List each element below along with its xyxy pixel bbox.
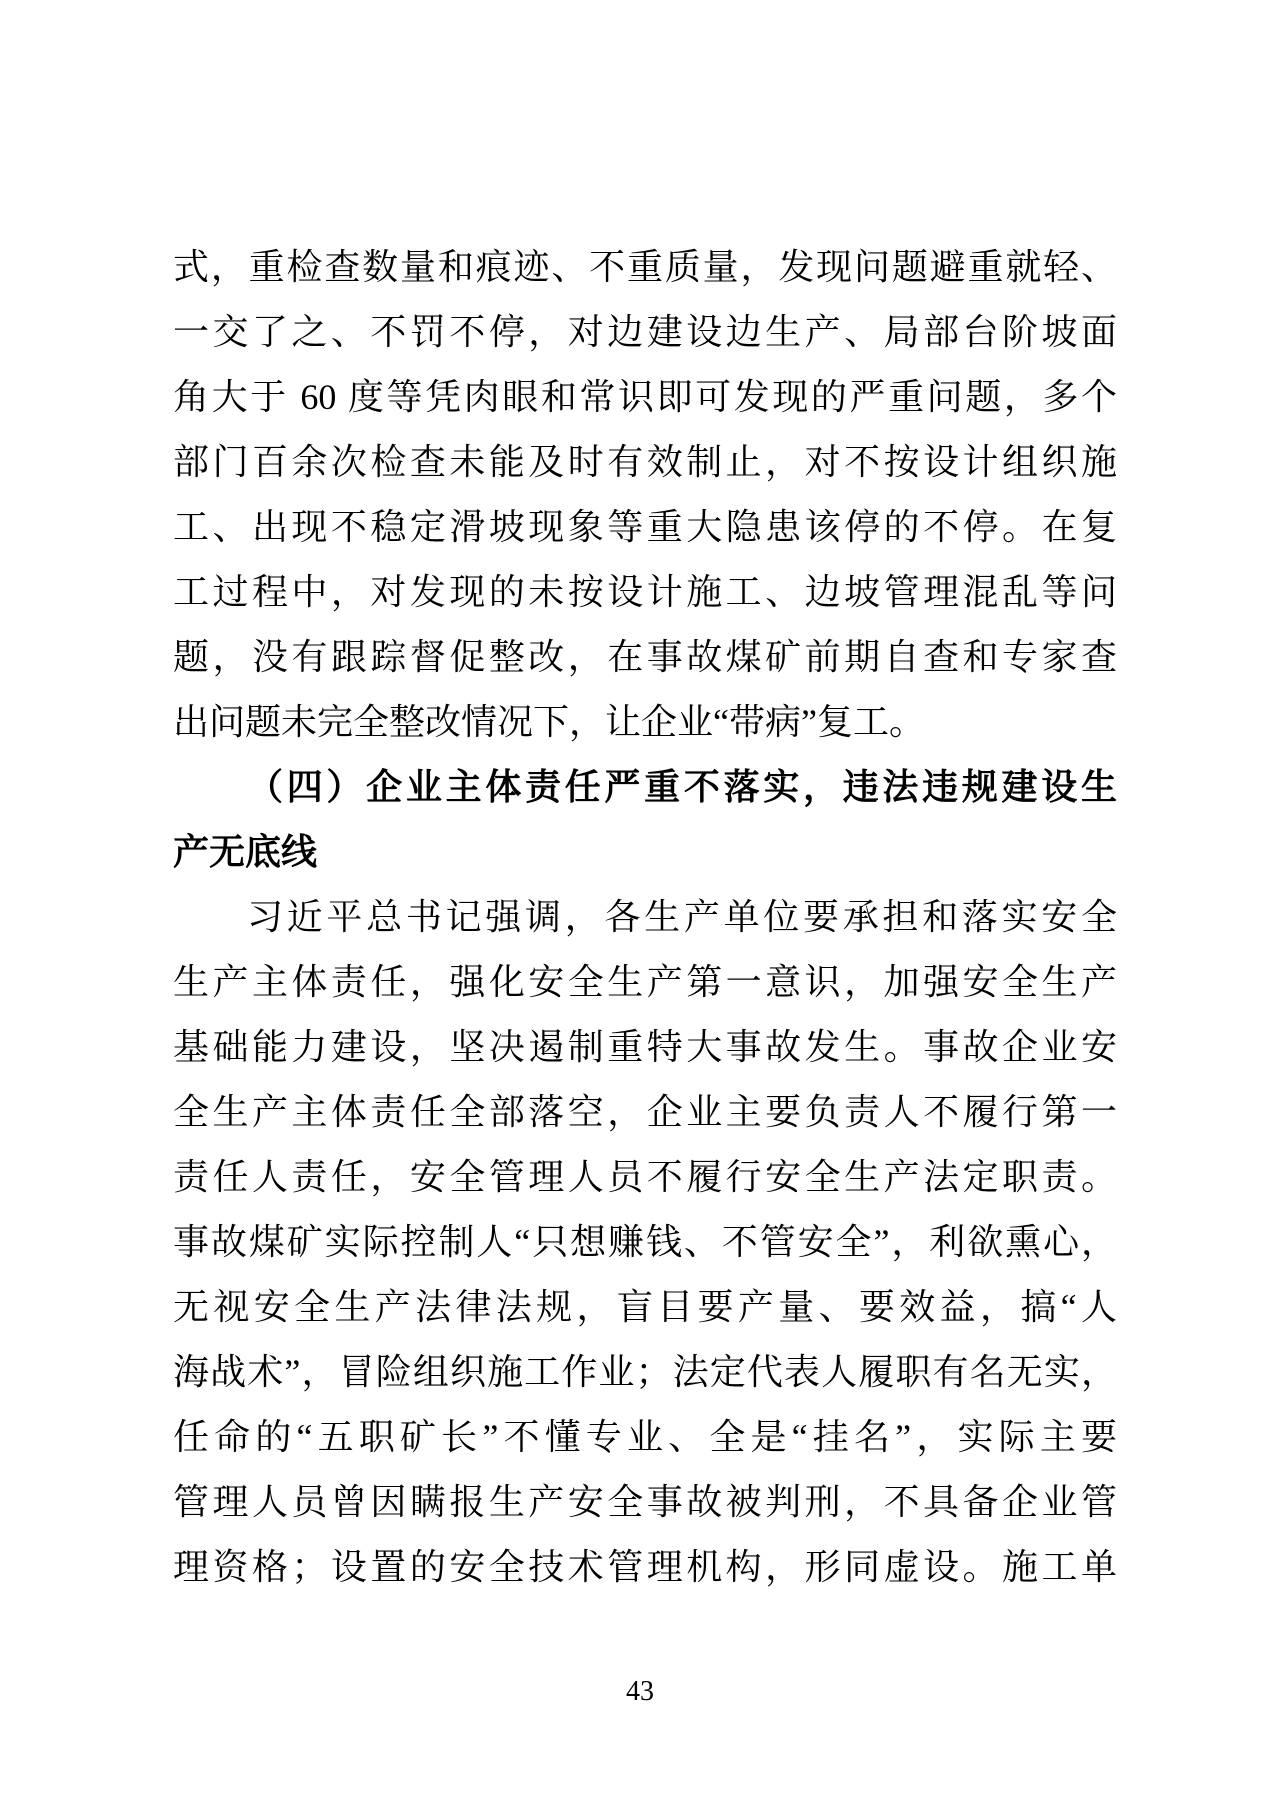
- text-line: 管理人员曾因瞒报生产安全事故被判刑，不具备企业管: [173, 1482, 1117, 1522]
- text-line: 海战术”，冒险组织施工作业；法定代表人履职有名无实，: [173, 1352, 1117, 1392]
- section-heading-line: （四）企业主体责任严重不落实，违法违规建设生: [247, 767, 1117, 807]
- text-line: 一交了之、不罚不停，对边建设边生产、局部台阶坡面: [173, 312, 1117, 352]
- section-heading-line: 产无底线: [173, 832, 318, 872]
- text-line: 题，没有跟踪督促整改，在事故煤矿前期自查和专家查: [173, 637, 1117, 677]
- document-body: [173, 235, 1117, 1600]
- page-number: 43: [626, 1676, 654, 1707]
- text-line: 部门百余次检查未能及时有效制止，对不按设计组织施: [173, 442, 1117, 482]
- text-line: 基础能力建设，坚决遏制重特大事故发生。事故企业安: [173, 1027, 1117, 1067]
- text-line: 式，重检查数量和痕迹、不重质量，发现问题避重就轻、: [173, 247, 1117, 287]
- text-line: 习近平总书记强调，各生产单位要承担和落实安全: [247, 897, 1117, 937]
- text-line: 生产主体责任，强化安全生产第一意识，加强安全生产: [173, 962, 1117, 1002]
- text-line: 无视安全生产法律法规，盲目要产量、要效益，搞“人: [173, 1287, 1117, 1327]
- text-line: 任命的“五职矿长”不懂专业、全是“挂名”，实际主要: [173, 1417, 1117, 1457]
- text-line: 全生产主体责任全部落空，企业主要负责人不履行第一: [173, 1092, 1117, 1132]
- text-line: 理资格；设置的安全技术管理机构，形同虚设。施工单: [173, 1547, 1117, 1587]
- text-line: 工、出现不稳定滑坡现象等重大隐患该停的不停。在复: [173, 507, 1117, 547]
- text-line: 责任人责任，安全管理人员不履行安全生产法定职责。: [173, 1157, 1117, 1197]
- text-line: 事故煤矿实际控制人“只想赚钱、不管安全”，利欲熏心，: [173, 1222, 1117, 1262]
- text-line: 角大于 60 度等凭肉眼和常识即可发现的严重问题，多个: [173, 377, 1117, 417]
- text-line: 工过程中，对发现的未按设计施工、边坡管理混乱等问: [173, 572, 1117, 612]
- text-line: 出问题未完全整改情况下，让企业“带病”复工。: [173, 702, 925, 742]
